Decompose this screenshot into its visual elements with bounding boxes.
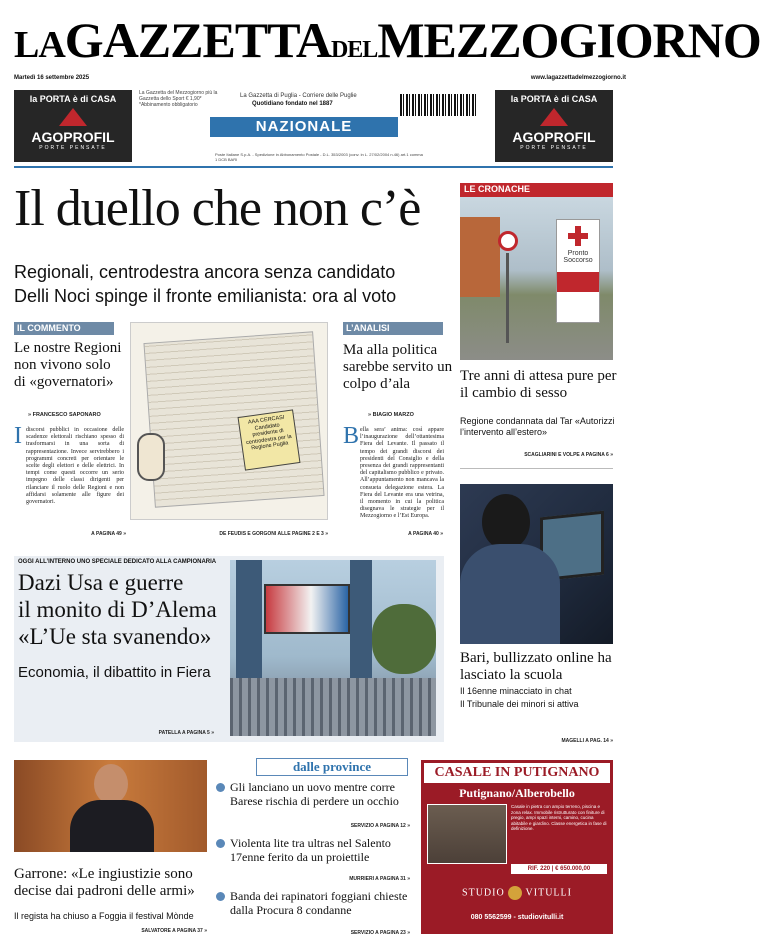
bari-pagref[interactable]: MAGELLI A PAG. 14 »: [561, 738, 613, 744]
commento-pagref[interactable]: A PAGINA 49 »: [91, 531, 126, 537]
masthead-del: DEL: [330, 37, 378, 63]
masthead-la: LA: [14, 24, 65, 66]
laptop-boy-photo: [460, 484, 613, 644]
commento-dropcap: I: [14, 423, 22, 449]
center-line-1: La Gazzetta di Puglia - Corriere delle Puglie: [240, 93, 357, 99]
masthead-gazzetta: GAZZETTA: [64, 12, 331, 68]
fiera-h1[interactable]: Dazi Usa e guerre: [18, 570, 184, 595]
ad-brand: AGOPROFIL: [512, 129, 596, 145]
red-cross-icon: [568, 226, 588, 246]
bullet-1: [216, 783, 225, 792]
no-entry-sign: [498, 231, 518, 251]
ad-brand-sub: PORTE PENSATE: [39, 145, 107, 151]
province-ref-3[interactable]: SERVIZIO A PAGINA 23 »: [350, 930, 410, 936]
fiera-trees: [372, 604, 436, 674]
edition-label: NAZIONALE: [210, 117, 398, 137]
bullet-2: [216, 839, 225, 848]
lead-headline[interactable]: Il duello che non c’è: [14, 180, 421, 237]
analisi-author-name: BIAGIO MARZO: [372, 412, 414, 418]
garrone-pagref[interactable]: SALVATORE A PAGINA 37 »: [141, 928, 207, 934]
boy-silhouette-body: [460, 544, 560, 644]
date-line: Martedì 16 settembre 2025: [14, 75, 90, 81]
province-ref-1[interactable]: SERVIZIO A PAGINA 12 »: [350, 823, 410, 829]
section-analisi: L’ANALISI: [343, 322, 443, 335]
postal-fineprint: Poste Italiane S.p.A. - Spedizione in Abbonamento Postale - D.L. 353/2003 (conv. in L. 27/02/2004 n.46) art.1 comma 1 DCB BARI: [215, 152, 423, 162]
hospital-sign-photo: [460, 197, 613, 360]
bullet-3: [216, 892, 225, 901]
cronache-title[interactable]: Tre anni di attesa pure per il cambio di sesso: [460, 368, 617, 401]
section-commento: IL COMMENTO: [14, 322, 114, 335]
building-block: [460, 217, 500, 297]
bari-title[interactable]: Bari, bullizzato online ha lasciato la scuola: [460, 650, 612, 683]
ad-porta-label: la PORTA è di CASA: [510, 94, 598, 104]
bari-sub-2: Il Tribunale dei minori si attiva: [460, 699, 579, 709]
garrone-photo: [14, 760, 207, 852]
province-item-1[interactable]: Gli lanciano un uovo mentre corre Barese rischia di perdere un occhio: [230, 780, 399, 808]
fiera-photo: [230, 560, 436, 736]
fiera-kicker: OGGI ALL’INTERNO UNO SPECIALE DEDICATO ALLA CAMPIONARIA: [18, 559, 217, 565]
analisi-dropcap: B: [343, 423, 360, 449]
casale-desc: Casale in pietra con ampio terreno, piscina e zona relax. Immobile ristrutturato con finiture di pregio, ampi spazi interni, camino, cucina abitabile e giardino. Classe energetica in fase di definizione.: [511, 804, 607, 831]
agency-crest-icon: [508, 886, 522, 900]
fiera-sub: Economia, il dibattito in Fiera: [18, 664, 211, 681]
fiera-h3[interactable]: «L’Ue sta svanendo»: [18, 624, 212, 649]
analisi-title[interactable]: Ma alla politica sarebbe servito un colpo d’ala: [343, 342, 453, 392]
casale-price-box: RIF. 220 | € 650.000,00: [511, 864, 607, 874]
center-line-2: Quotidiano fondato nel 1887: [252, 101, 333, 107]
casale-contact: 080 5562599 - studiovitulli.it: [470, 914, 564, 921]
sign-red-band: [557, 272, 599, 292]
fiera-billboard: [264, 584, 350, 634]
ad-casale[interactable]: [421, 760, 613, 934]
cartoon-pagref[interactable]: DE FEUDIS E GORGONI ALLE PAGINE 2 E 3 »: [219, 531, 328, 537]
price-note: La Gazzetta del Mezzogiorno più la Gazzetta dello Sport € 1,90* *Abbinamento obbligatorio: [139, 90, 218, 108]
casale-ref: RIF. 220: [527, 866, 551, 872]
province-item-3[interactable]: Banda dei rapinatori foggiani chieste dalla Procura 8 condanne: [230, 889, 408, 917]
commento-author-name: FRANCESCO SAPONARO: [32, 412, 101, 418]
house-icon: [540, 108, 568, 126]
fiera-h2[interactable]: il monito di D’Alema: [18, 597, 217, 622]
boy-silhouette-head: [482, 494, 530, 550]
garrone-jacket: [70, 800, 154, 852]
province-header: dalle province: [256, 758, 408, 776]
ad-agoprofil-left[interactable]: [14, 90, 132, 162]
analisi-author: » BIAGIO MARZO: [368, 412, 414, 418]
province-item-2[interactable]: Violenta lite tra ultras nel Salento 17enne ferito da un proiettile: [230, 836, 391, 864]
cronache-pagref[interactable]: SCAGLIARINI E VOLPE A PAGINA 6 »: [524, 452, 613, 458]
sign-pole: [506, 253, 509, 343]
cronache-sub: Regione condannata dal Tar «Autorizzi l’intervento all’estero»: [460, 416, 615, 437]
red-cross-icon-h: [568, 233, 588, 239]
cartoon-newspaper-sheet: [143, 331, 324, 507]
casale-title: CASALE IN PUTIGNANO: [424, 763, 610, 783]
garrone-head: [94, 764, 128, 804]
divider-right-1: [460, 468, 613, 469]
analisi-body: ella sera’ anima: così appare l’inaugurazione dell’ottantesima Fiera del Levante. Il passato il tempo dei grandi discorsi dei presidenti del Consiglio e della presenza dei grandi rappresentanti del capitalismo pubblico e privato. All’appuntamento non mancava la consueta delegazione estera. La Fiera del Levante era una vetrina, il momento in cui la politica disegnava le strategie per il Mezzogiorno e l’Est Europa.: [360, 427, 444, 520]
house-icon: [59, 108, 87, 126]
section-cronache-label: LE CRONACHE: [464, 184, 531, 194]
cartoon-hand: [137, 433, 165, 481]
casale-photo: [427, 804, 507, 864]
section-cronache: [460, 183, 613, 197]
masthead-mezzogiorno: MEZZOGIORNO: [377, 12, 761, 68]
commento-body: discorsi pubblici in occasione delle scadenze elettorali rischiano spesso di trasformarsi in una sorta di rappresentazione. Invece servirebbero i programmi concreti per orientare le scelte degli elettori e delle elettrici. In tempi come questi occorre un serio impegno delle classi dirigenti per rilanciare il ruolo delle Regioni e non affidarsi solamente alle figure dei governatori.: [26, 427, 124, 506]
casale-price: € 650.000,00: [555, 866, 591, 872]
cartoon-illustration: [130, 322, 328, 520]
fiera-pagref[interactable]: PATELLA A PAGINA 5 »: [158, 730, 214, 736]
ad-brand-sub: PORTE PENSATE: [520, 145, 588, 151]
agency-name-b: VITULLI: [525, 887, 572, 899]
commento-author: » FRANCESCO SAPONARO: [28, 412, 101, 418]
commento-title[interactable]: Le nostre Regioni non vivono solo di «governatori»: [14, 340, 122, 390]
pronto-soccorso-sign: [556, 219, 600, 323]
website-line: www.lagazzettadelmezzogiorno.it: [530, 75, 626, 81]
ad-agoprofil-right[interactable]: [495, 90, 613, 162]
cartoon-note: AAA CERCASI Candidato presidente di centrodestra per la Regione Puglia: [238, 409, 301, 470]
casale-agency: [421, 886, 613, 900]
ad-brand: AGOPROFIL: [31, 129, 115, 145]
barcode: [400, 94, 478, 116]
lead-sub-1: Regionali, centrodestra ancora senza candidato: [14, 262, 396, 282]
analisi-pagref[interactable]: A PAGINA 40 »: [408, 531, 443, 537]
agency-name-a: STUDIO: [462, 887, 505, 899]
garrone-title[interactable]: Garrone: «Le ingiustizie sono decise dai padroni delle armi»: [14, 866, 195, 899]
garrone-sub: Il regista ha chiuso a Foggia il festival Mònde: [14, 911, 194, 921]
ad-porta-label: la PORTA è di CASA: [29, 94, 117, 104]
divider-top: [14, 166, 613, 168]
lead-sub-2: Delli Noci spinge il fronte emilianista: ora al voto: [14, 286, 397, 306]
fiera-fence: [230, 678, 436, 736]
casale-place: Putignano/Alberobello: [459, 786, 575, 800]
masthead: [14, 10, 761, 72]
bari-sub-1: Il 16enne minacciato in chat: [460, 686, 572, 696]
sign-text: Pronto Soccorso: [563, 250, 593, 264]
province-ref-2[interactable]: MURRIERI A PAGINA 31 »: [349, 876, 410, 882]
